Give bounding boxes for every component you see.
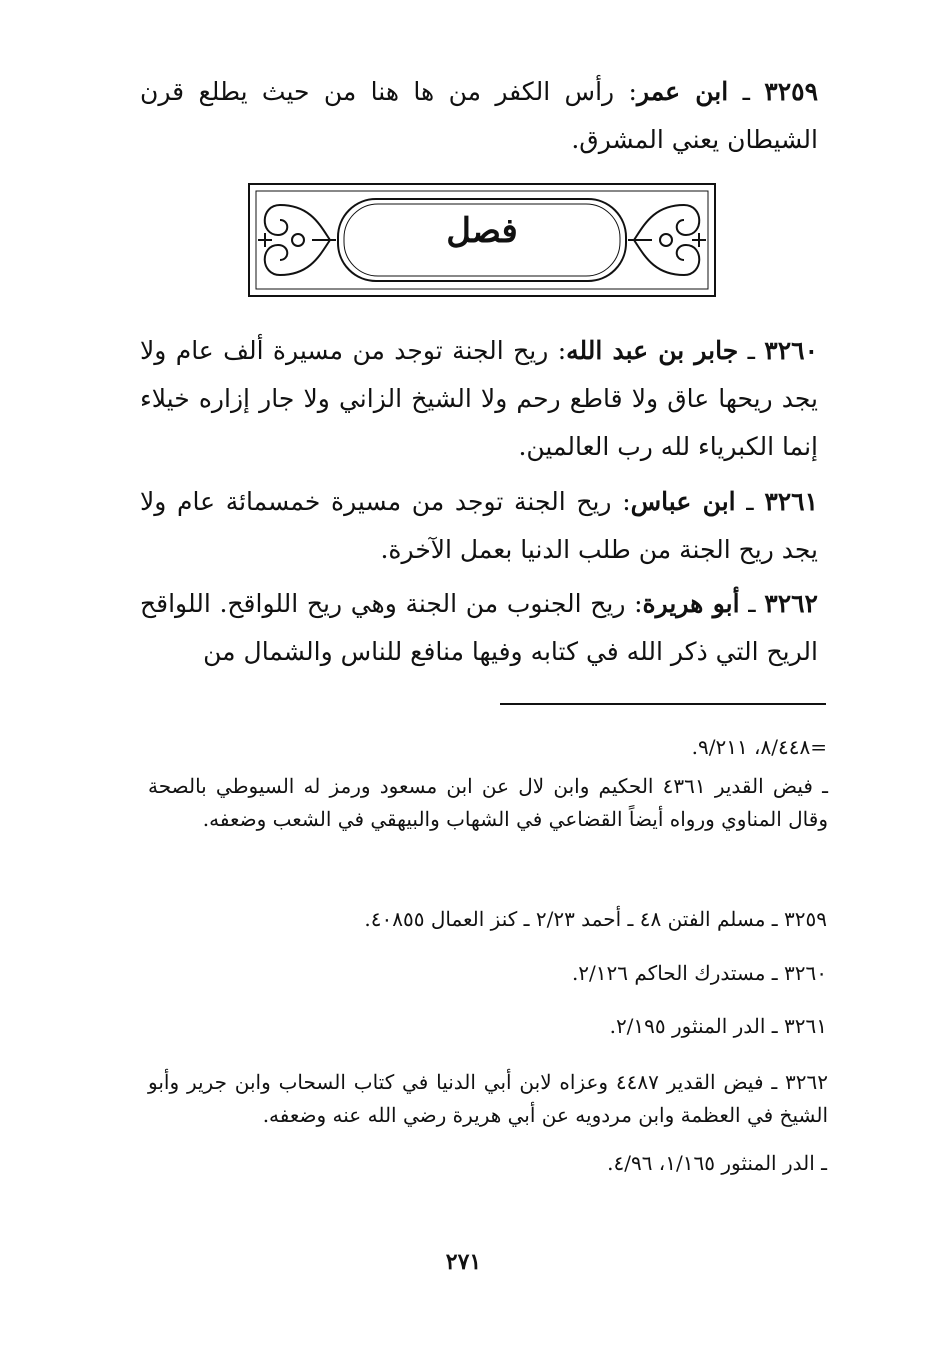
hadith-3262: ٣٢٦٢ ـ أبو هريرة: ريح الجنوب من الجنة وهي ريح اللواقح. اللواقح الريح التي ذكر الله في كتابه وفيها منافع للناس والشمال من xyxy=(140,589,818,666)
narrator-name: أبو هريرة xyxy=(642,589,740,618)
narrator-name: ابن عباس xyxy=(630,487,736,516)
dash: ـ xyxy=(747,336,755,365)
footnote-durr: ـ الدر المنثور ١/١٦٥، ٤/٩٦. xyxy=(607,1151,827,1175)
narrator-name: جابر بن عبد الله xyxy=(566,336,739,365)
hadith-number: ٣٢٦٢ xyxy=(764,589,818,618)
hadith-3259: ٣٢٥٩ ـ ابن عمر: رأس الكفر من ها هنا من حيث يطلع قرن الشيطان يعني المشرق. xyxy=(140,77,819,154)
dash: ـ xyxy=(746,487,754,516)
section-title: فصل xyxy=(446,211,518,251)
hadith-3260: ٣٢٦٠ ـ جابر بن عبد الله: ريح الجنة توجد من مسيرة ألف عام ولا يجد ريحها عاق ولا قاطع رحم ولا الشيخ الزاني ولا جار إزاره خيلاء إنما الكبرياء لله رب العالمين. xyxy=(140,336,819,461)
footnote-separator xyxy=(500,703,826,705)
footnote-3260: ٣٢٦٠ ـ مستدرك الحاكم ٢/١٢٦. xyxy=(571,961,827,985)
hadith-text: رأس الكفر من ها هنا من حيث يطلع قرن الشيطان يعني المشرق. xyxy=(140,77,818,154)
narrator-name: ابن عمر xyxy=(636,77,729,106)
footnote-continuation: =٨/٤٤٨، ٩/٢١١. xyxy=(691,735,827,759)
page-number: ٢٧١ xyxy=(445,1249,482,1275)
footnote-faid: ـ فيض القدير ٤٣٦١ الحكيم وابن لال عن ابن مسعود ورمز له السيوطي بالصحة وقال المناوي ورواه أيضاً القضاعي في الشهاب والبيهقي في الشعب وضعفه. xyxy=(148,774,828,831)
section-heading-frame xyxy=(248,183,716,297)
hadith-number: ٣٢٥٩ xyxy=(764,77,819,106)
footnote-3262: ٣٢٦٢ ـ فيض القدير ٤٤٨٧ وعزاه لابن أبي الدنيا في كتاب السحاب وابن جرير وأبو الشيخ في العظمة وابن مردويه عن أبي هريرة رضي الله عنه وضعفه. xyxy=(148,1070,828,1127)
footnote-3259: ٣٢٥٩ ـ مسلم الفتن ٤٨ ـ أحمد ٢/٢٣ ـ كنز العمال ٤٠٨٥٥. xyxy=(364,907,827,931)
hadith-number: ٣٢٦١ xyxy=(764,487,819,516)
hadith-text: ريح الجنوب من الجنة وهي ريح اللواقح. اللواقح الريح التي ذكر الله في كتابه وفيها منافع للناس والشمال من xyxy=(140,589,818,666)
hadith-text: ريح الجنة توجد من مسيرة خمسمائة عام ولا يجد ريح الجنة من طلب الدنيا بعمل الآخرة. xyxy=(140,487,818,564)
hadith-text: ريح الجنة توجد من مسيرة ألف عام ولا يجد ريحها عاق ولا قاطع رحم ولا الشيخ الزاني ولا جار إزاره خيلاء إنما الكبرياء لله رب العالمين. xyxy=(140,336,818,461)
hadith-number: ٣٢٦٠ xyxy=(764,336,819,365)
footnote-3261: ٣٢٦١ ـ الدر المنثور ٢/١٩٥. xyxy=(609,1014,827,1038)
dash: ـ xyxy=(748,589,756,618)
hadith-3261: ٣٢٦١ ـ ابن عباس: ريح الجنة توجد من مسيرة خمسمائة عام ولا يجد ريح الجنة من طلب الدنيا بعمل الآخرة. xyxy=(140,487,819,564)
dash: ـ xyxy=(742,77,750,106)
